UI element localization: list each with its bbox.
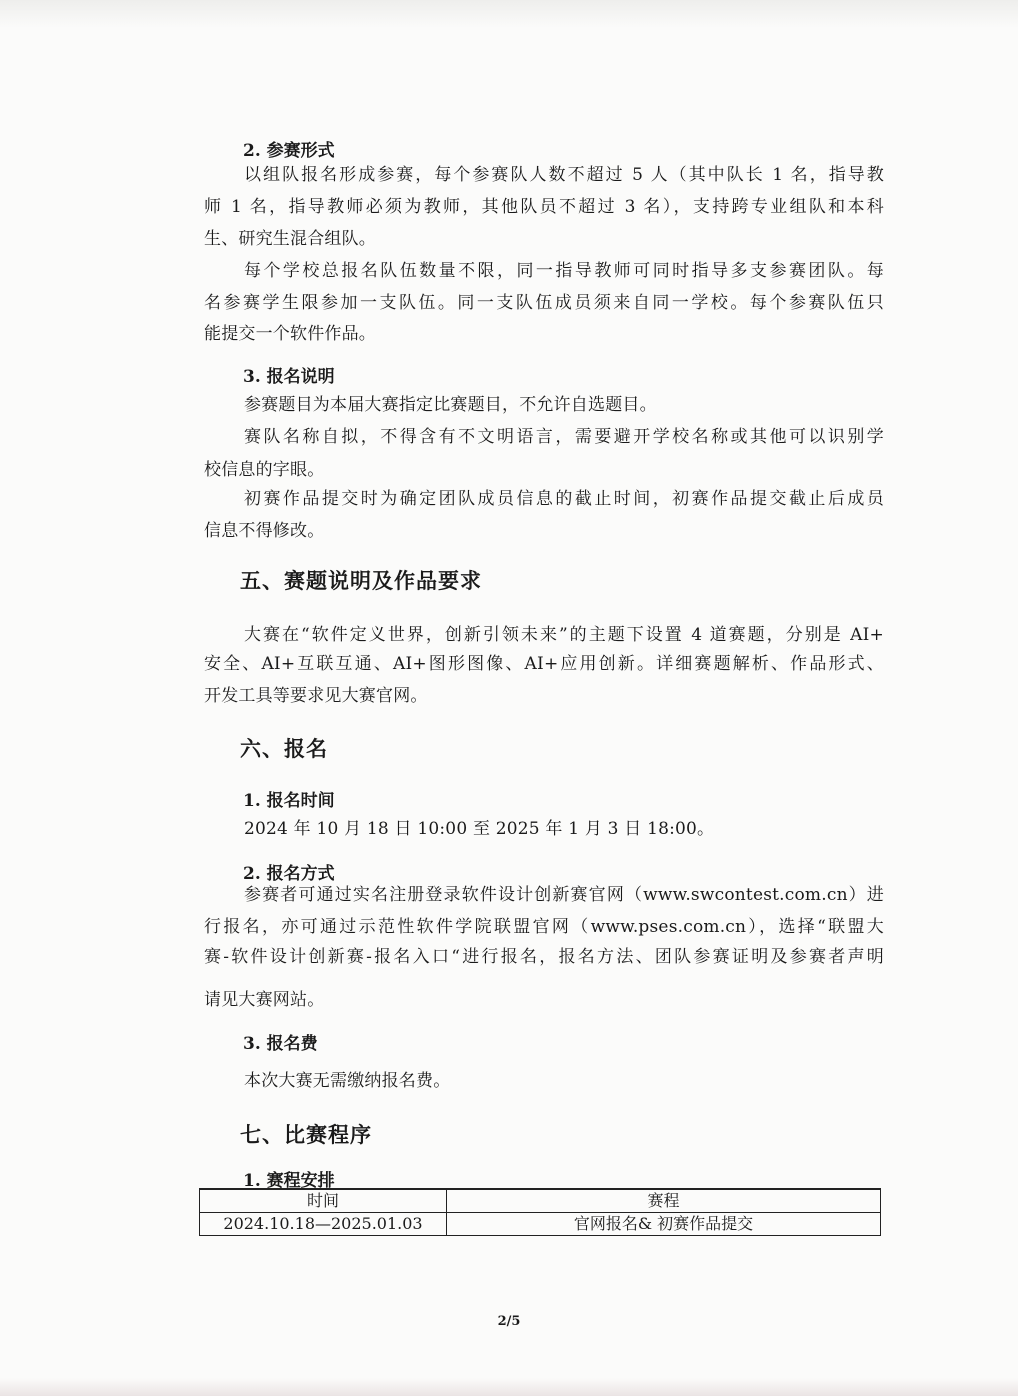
section-five-heading: 五、赛题说明及作品要求 [240, 568, 482, 593]
scan-shadow-bottom [0, 1378, 1018, 1396]
table-header-row [200, 1189, 881, 1213]
paragraph-line: 初赛作品提交时为确定团队成员信息的截止时间，初赛作品提交截止后成员 [244, 489, 884, 509]
registration-fee-text: 本次大赛无需缴纳报名费。 [244, 1071, 451, 1091]
table-cell-time: 2024.10.18—2025.01.03 [200, 1213, 447, 1236]
heading-registration-method: 2. 报名方式 [243, 864, 335, 884]
paragraph-line: 参赛题目为本届大赛指定比赛题目，不允许自选题目。 [244, 395, 657, 415]
paragraph-line: 安全、AI+互联互通、AI+图形图像、AI+应用创新。详细赛题解析、作品形式、 [204, 654, 884, 674]
registration-time-text: 2024 年 10 月 18 日 10:00 至 2025 年 1 月 3 日 18:00。 [244, 819, 715, 839]
paragraph-line: 开发工具等要求见大赛官网。 [204, 686, 428, 706]
paragraph-line: 师 1 名，指导教师必须为教师，其他队员不超过 3 名），支持跨专业组队和本科 [204, 197, 884, 217]
table-header-schedule: 赛程 [447, 1189, 881, 1213]
heading-registration-time: 1. 报名时间 [243, 791, 335, 811]
paragraph-line: 校信息的字眼。 [204, 460, 325, 480]
paragraph-line: 生、研究生混合组队。 [204, 229, 376, 249]
heading-registration-fee: 3. 报名费 [243, 1034, 318, 1054]
heading-schedule: 1. 赛程安排 [243, 1171, 335, 1191]
paragraph-line: 能提交一个软件作品。 [204, 324, 376, 344]
paragraph-line: 信息不得修改。 [204, 521, 325, 541]
paragraph-line: 大赛在“软件定义世界，创新引领未来”的主题下设置 4 道赛题，分别是 AI+ [244, 625, 884, 645]
heading-participation-form: 2. 参赛形式 [243, 141, 335, 161]
table-cell-schedule: 官网报名& 初赛作品提交 [447, 1213, 881, 1236]
scan-shadow-top [0, 0, 1018, 28]
table-header-time: 时间 [200, 1189, 447, 1213]
section-seven-heading: 七、比赛程序 [240, 1122, 372, 1147]
paragraph-line: 参赛者可通过实名注册登录软件设计创新赛官网（www.swcontest.com.cn）进 [244, 885, 884, 905]
page-number: 2/5 [497, 1314, 521, 1329]
heading-registration-notes: 3. 报名说明 [243, 367, 335, 387]
paragraph-line: 每个学校总报名队伍数量不限，同一指导教师可同时指导多支参赛团队。每 [244, 261, 884, 281]
paragraph-line: 以组队报名形成参赛，每个参赛队人数不超过 5 人（其中队长 1 名，指导教 [244, 165, 884, 185]
table-row [200, 1213, 881, 1236]
section-six-heading: 六、报名 [240, 736, 328, 761]
paragraph-line: 名参赛学生限参加一支队伍。同一支队伍成员须来自同一学校。每个参赛队伍只 [204, 293, 884, 313]
paragraph-line: 请见大赛网站。 [204, 990, 325, 1010]
paragraph-line: 行报名，亦可通过示范性软件学院联盟官网（www.pses.com.cn），选择“联盟大 [204, 917, 884, 937]
paragraph-line: 赛队名称自拟，不得含有不文明语言，需要避开学校名称或其他可以识别学 [244, 427, 884, 447]
paragraph-line: 赛-软件设计创新赛-报名入口“进行报名，报名方法、团队参赛证明及参赛者声明 [204, 947, 884, 967]
schedule-table [199, 1188, 881, 1236]
